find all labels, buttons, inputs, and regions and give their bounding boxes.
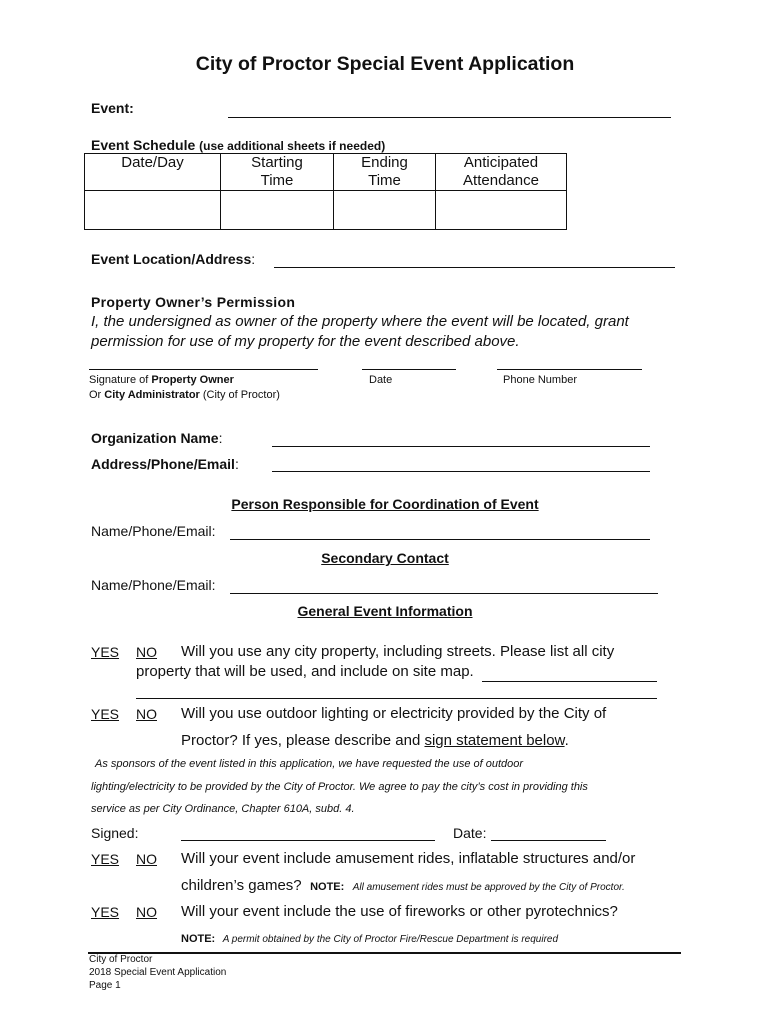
location-label	[91, 251, 255, 267]
q3-yes[interactable]: YES	[91, 851, 120, 867]
q1-no[interactable]: NO	[136, 644, 157, 660]
schedule-cell-date[interactable]	[85, 191, 221, 230]
q3-note: All amusement rides must be approved by the City of Proctor.	[352, 882, 625, 893]
signature-label	[89, 374, 234, 386]
schedule-table	[84, 153, 567, 230]
coordinator-field[interactable]	[230, 539, 650, 540]
location-field[interactable]	[274, 267, 675, 268]
col-start-line2: Time	[260, 172, 294, 189]
org-name-text: Organization Name	[91, 430, 219, 446]
schedule-heading	[91, 137, 385, 153]
or-bold: City Administrator	[104, 389, 200, 401]
q2-yes[interactable]: YES	[91, 706, 120, 722]
q3-line2-row	[181, 877, 625, 895]
organization-address-label	[91, 456, 239, 472]
col-attendance-line1: Anticipated	[463, 154, 539, 171]
sponsor-line1: As sponsors of the event listed in this application, we have requested the use of outdoor	[95, 758, 524, 770]
schedule-heading-text: Event Schedule	[91, 137, 196, 153]
footer-line2: 2018 Special Event Application	[89, 967, 227, 978]
col-start-line1: Starting	[251, 154, 303, 171]
location-colon: :	[251, 251, 256, 267]
permission-heading: Property Owner’s Permission	[91, 294, 296, 310]
event-field[interactable]	[228, 117, 671, 118]
col-attendance-line2: Attendance	[463, 172, 539, 189]
q2-line2-b: .	[564, 732, 569, 749]
schedule-col-start	[221, 154, 334, 191]
col-end-line1: Ending	[361, 154, 408, 171]
organization-name-field[interactable]	[272, 446, 650, 447]
q1-line2: property that will be used, and include on site map.	[136, 663, 474, 680]
q3-note-label: NOTE:	[310, 881, 345, 893]
q4-no[interactable]: NO	[136, 904, 157, 920]
or-prefix: Or	[89, 389, 105, 401]
signature-field[interactable]	[89, 369, 318, 370]
schedule-cell-start[interactable]	[221, 191, 334, 230]
sponsor-line3: service as per City Ordinance, Chapter 610A, subd. 4.	[91, 803, 355, 815]
q1-answer-field[interactable]	[482, 681, 657, 682]
or-suffix: (City of Proctor)	[199, 389, 280, 401]
permission-phone-field[interactable]	[497, 369, 642, 370]
col-end-line2: Time	[368, 172, 401, 189]
signed-label: Signed:	[91, 825, 139, 841]
event-label: Event:	[91, 100, 134, 116]
q2-line1: Will you use outdoor lighting or electricity provided by the City of	[181, 705, 607, 722]
permission-line2: permission for use of my property for the event described above.	[91, 333, 520, 350]
col-date-label: Date/Day	[121, 154, 184, 171]
q4-note-label: NOTE:	[181, 933, 216, 945]
signed-date-field[interactable]	[491, 840, 606, 841]
q4-yes[interactable]: YES	[91, 904, 120, 920]
q4-line1: Will your event include the use of fireworks or other pyrotechnics?	[181, 903, 618, 920]
organization-address-field[interactable]	[272, 471, 650, 472]
footer-rule	[88, 952, 681, 954]
signed-field[interactable]	[181, 840, 435, 841]
signed-date-label: Date:	[453, 825, 487, 841]
schedule-col-attendance	[436, 154, 567, 191]
q3-line2: children’s games?	[181, 877, 302, 894]
q2-no[interactable]: NO	[136, 706, 157, 722]
schedule-note: (use additional sheets if needed)	[199, 139, 386, 153]
q1-yes[interactable]: YES	[91, 644, 120, 660]
sig-bold: Property Owner	[151, 374, 234, 386]
administrator-label	[89, 389, 280, 401]
q2-line2-a: Proctor? If yes, please describe and	[181, 732, 425, 749]
q2-line2-underlined: sign statement below	[424, 732, 565, 749]
schedule-cell-attendance[interactable]	[436, 191, 567, 230]
permission-date-field[interactable]	[362, 369, 456, 370]
org-address-colon: :	[234, 456, 239, 472]
permission-phone-label: Phone Number	[503, 374, 577, 386]
schedule-cell-end[interactable]	[334, 191, 436, 230]
schedule-col-date	[85, 154, 221, 191]
footer-line3: Page 1	[89, 980, 121, 991]
sponsor-line2: lighting/electricity to be provided by the City of Proctor. We agree to pay the city’s cost in providing this	[91, 781, 588, 793]
q1-answer-field-2[interactable]	[136, 698, 657, 699]
coordinator-heading: Person Responsible for Coordination of Event	[231, 496, 539, 512]
q3-no[interactable]: NO	[136, 851, 157, 867]
location-label-text: Event Location/Address	[91, 251, 252, 267]
q4-note-row	[181, 929, 558, 947]
permission-date-label: Date	[369, 374, 393, 386]
schedule-col-end	[334, 154, 436, 191]
q2-line2	[181, 732, 569, 749]
q4-note: A permit obtained by the City of Proctor Fire/Rescue Department is required	[222, 934, 559, 945]
footer-line1: City of Proctor	[89, 954, 153, 965]
org-address-text: Address/Phone/Email	[91, 456, 235, 472]
q3-line1: Will your event include amusement rides, inflatable structures and/or	[181, 850, 636, 867]
sig-prefix: Signature of	[89, 374, 152, 386]
schedule-entry-row	[85, 191, 567, 230]
organization-name-label	[91, 430, 222, 446]
secondary-label: Name/Phone/Email:	[91, 577, 216, 593]
coordinator-label: Name/Phone/Email:	[91, 523, 216, 539]
page-title: City of Proctor Special Event Application	[195, 53, 575, 75]
q1-line1: Will you use any city property, including streets. Please list all city	[181, 643, 615, 660]
permission-line1: I, the undersigned as owner of the property where the event will be located, grant	[91, 313, 629, 330]
secondary-heading: Secondary Contact	[321, 550, 449, 566]
org-name-colon: :	[218, 430, 223, 446]
secondary-field[interactable]	[230, 593, 658, 594]
schedule-header-row	[85, 154, 567, 191]
general-heading: General Event Information	[297, 603, 473, 619]
